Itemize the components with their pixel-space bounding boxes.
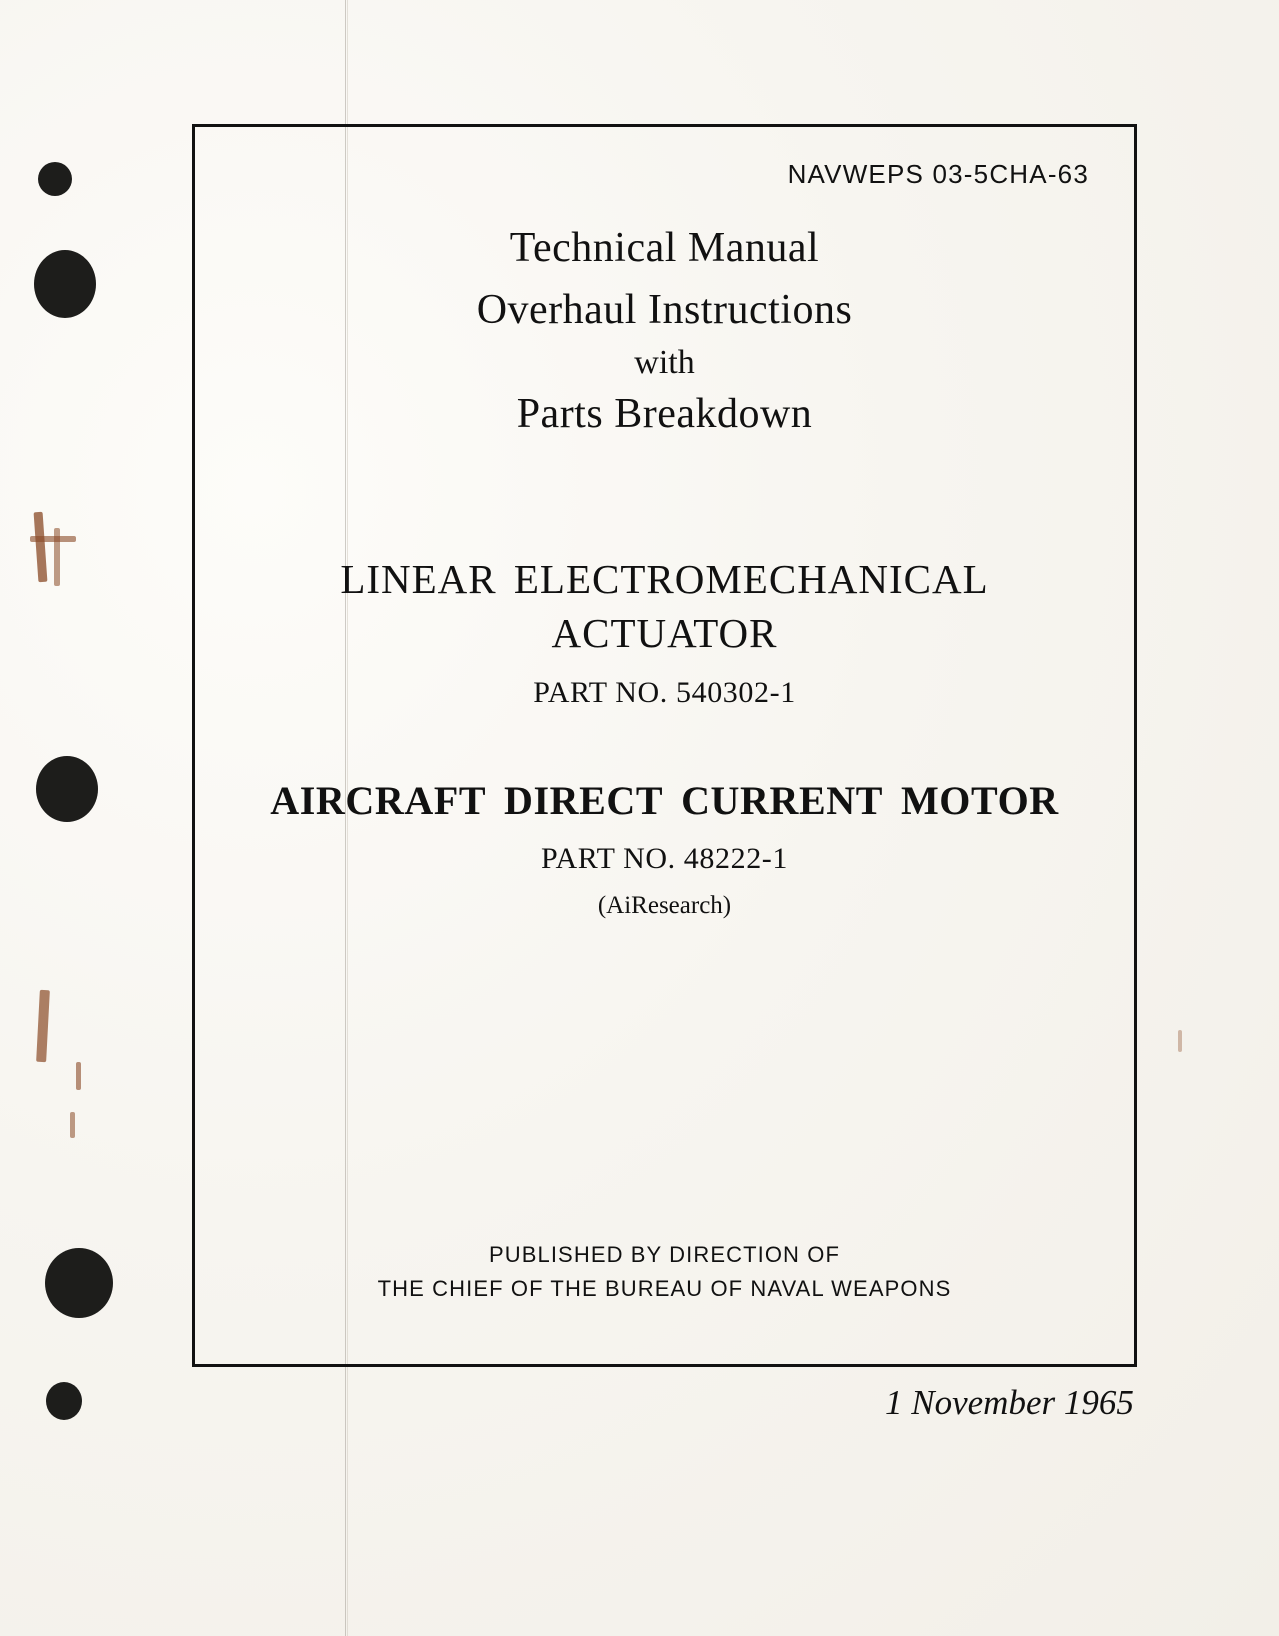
assembly-name-line-1: LINEAR ELECTROMECHANICAL — [340, 556, 989, 602]
title-block — [195, 222, 1134, 442]
rust-stain — [30, 536, 76, 542]
punch-hole — [46, 1382, 82, 1420]
motor-vendor: (AiResearch) — [597, 892, 732, 919]
punch-hole — [38, 162, 72, 196]
punch-hole — [45, 1248, 113, 1318]
assembly-name-line-2: ACTUATOR — [551, 610, 778, 657]
motor-part-number: PART NO. 48222-1 — [540, 842, 788, 875]
rust-stain — [36, 990, 50, 1062]
publisher-line-2: THE CHIEF OF THE BUREAU OF NAVAL WEAPONS — [377, 1275, 952, 1301]
publisher-block — [195, 1238, 1134, 1306]
motor-block — [195, 777, 1134, 920]
punch-hole — [34, 250, 96, 318]
rust-stain — [70, 1112, 75, 1138]
rust-stain — [76, 1062, 81, 1090]
motor-name: AIRCRAFT DIRECT CURRENT MOTOR — [270, 778, 1059, 823]
title-overhaul-instructions: Overhaul Instructions — [476, 286, 853, 333]
assembly-block — [195, 552, 1134, 710]
publisher-line-1: PUBLISHED BY DIRECTION OF — [488, 1241, 841, 1267]
document-number: NAVWEPS 03-5CHA-63 — [787, 159, 1089, 189]
punch-hole — [36, 756, 98, 822]
cover-frame — [192, 124, 1137, 1367]
assembly-part-number: PART NO. 540302-1 — [533, 676, 796, 710]
rust-stain — [1178, 1030, 1182, 1052]
title-technical-manual: Technical Manual — [509, 225, 820, 271]
title-with: with — [634, 344, 695, 382]
title-parts-breakdown: Parts Breakdown — [516, 391, 813, 438]
publication-date: 1 November 1965 — [885, 1383, 1134, 1422]
rust-stain — [34, 512, 48, 582]
